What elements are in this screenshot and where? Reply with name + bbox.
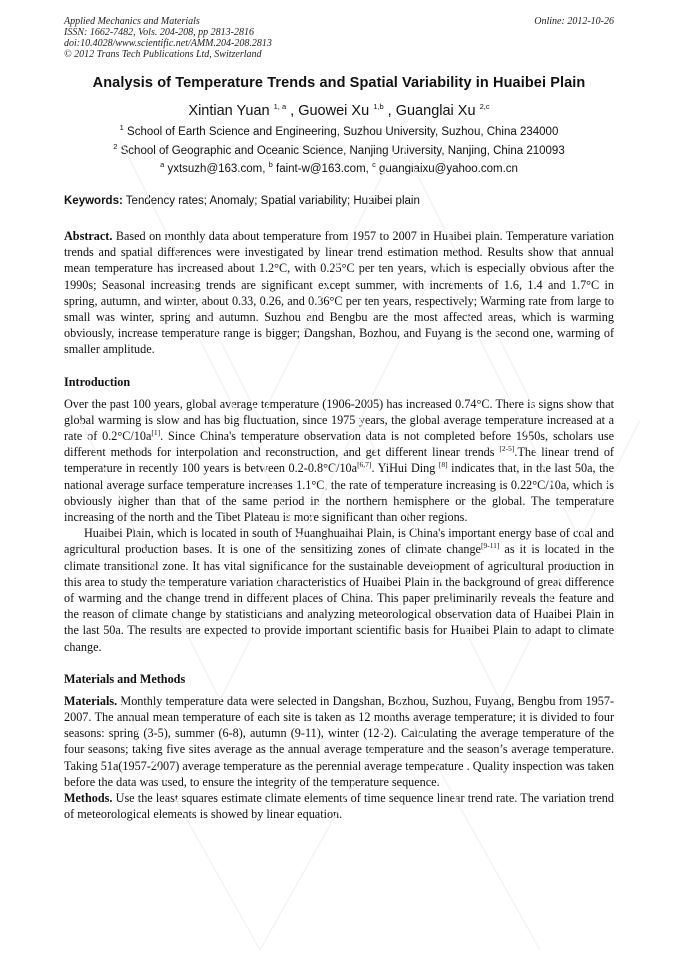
affiliation-superscript: 1: [119, 123, 124, 133]
email-superscript: b: [268, 160, 273, 170]
online-date: Online: 2012-10-26: [534, 16, 614, 27]
citation[interactable]: [8]: [438, 460, 448, 470]
author-name: Guowei Xu: [298, 103, 370, 119]
citation[interactable]: [2-5]: [499, 444, 515, 454]
journal-header: [64, 16, 614, 60]
citation[interactable]: [1]: [151, 427, 161, 437]
intro-text: . Since China's temperature observation data is not completed before 1950s, scholars use different methods for interpolation and reconstruction, and get different linear trends: [64, 429, 614, 460]
affiliation-text: School of Earth Science and Engineering, Suzhou University, Suzhou, China 234000: [127, 126, 559, 138]
author-superscript: 1, a: [273, 102, 287, 112]
journal-name: Applied Mechanics and Materials: [64, 16, 200, 27]
author-list: [64, 103, 614, 119]
methods-label: Methods.: [64, 791, 113, 806]
section-heading-introduction: Introduction: [64, 374, 131, 389]
materials-label: Materials.: [64, 693, 118, 708]
issn-line: ISSN: 1662-7482, Vols. 204-208, pp 2813-2816: [64, 27, 254, 38]
affiliation-text: School of Geographic and Oceanic Science, Nanjing University, Nanjing, China 210093: [120, 145, 565, 157]
email-list: [64, 160, 614, 175]
email-superscript: c: [372, 160, 376, 170]
intro-text: . YiHui Ding: [371, 461, 439, 476]
author-separator: ,: [290, 103, 299, 119]
affiliation-2: [64, 142, 614, 157]
intro-paragraph-1: [64, 396, 614, 526]
section-heading-materials-methods: Materials and Methods: [64, 671, 186, 686]
author-name: Guanglai Xu: [395, 103, 476, 119]
email-link[interactable]: guanglaixu@yahoo.com.cn: [379, 163, 518, 175]
citation[interactable]: [6,7]: [357, 460, 372, 470]
abstract-label: Abstract.: [64, 229, 113, 243]
abstract: [64, 228, 614, 358]
intro-text: Huaibei Plain, which is located in south of Huanghuaihai Plain, is China's important energy base of coal and agricultural production bases. It is one of the sensitizing zones of climate change: [64, 526, 614, 557]
keywords-label: Keywords:: [64, 195, 123, 207]
affiliation-superscript: 2: [113, 142, 118, 152]
paper-title: Analysis of Temperature Trends and Spatial Variability in Huaibei Plain: [92, 75, 586, 91]
email-superscript: a: [160, 160, 165, 170]
methods-paragraph: [64, 790, 614, 822]
keywords: [64, 195, 614, 207]
copyright-line: © 2012 Trans Tech Publications Ltd, Switzerland: [64, 49, 262, 60]
intro-text: .The linear trend of temperature in recently 100 years is between 0.2-0.8°C/10a: [64, 445, 614, 476]
materials-text: Monthly temperature data were selected in Dangshan, Bozhou, Suzhou, Fuyang, Bengbu from 1957-2007. The annual mean temperature of each site is taken as 12 months average temperature; it is divided to four seasons: spring (3-5), summer (6-8), autumn (9-11), winter (12-2). Calculating the average temperature of the four seasons; taking five sites average as the annual average temperature and the season’s average temperature. Taking 51a(1957-2007) average temperature as the perennial average temperature . Quality inspection was taken before the data was used, to ensure the integrity of the temperature sequence.: [64, 693, 614, 789]
methods-text: Use the least squares estimate climate elements of time sequence linear trend rate. The variation trend of meteorological elements is showed by linear equation.: [64, 791, 614, 822]
author-superscript: 1,b: [373, 102, 384, 112]
citation[interactable]: [9-11]: [480, 541, 500, 551]
author-superscript: 2,c: [479, 102, 490, 112]
keywords-text: Tendency rates; Anomaly; Spatial variability; Huaibei plain: [125, 195, 420, 207]
abstract-text: Based on monthly data about temperature from 1957 to 2007 in Huaibei plain. Temperature variation trends and spatial differences were investigated by linear trend estimation method. Results show that annual mean temperature has increased about 1.2°C, with 0.25°C per ten years, which is especially obvious after the 1990s; Seasonal increasing trends are significant except summer, with increments of 1.6, 1.4 and 1.7°C in spring, autumn, and winter, about 0.33, 0.26, and 0.36°C per ten years, respectively; Warming rate from large to small was winter, spring and autumn. Suzhou and Bengbu are the most affected areas, which is warming obviously, increase temperature range is bigger; Dangshan, Bozhou, and Fuyang is the second one, warming of smaller amplitude.: [64, 229, 615, 357]
email-link[interactable]: faint-w@163.com,: [276, 163, 369, 175]
intro-text: indicates that, in the last 50a, the national average surface temperature increases 1.1°C, the rate of temperature increasing is 0.22°C/10a, which is obviously higher than that of the same period in the northern hemisphere or the global. The temperature increasing of the north and the Tibet Plateau is more significant than other regions.: [64, 461, 614, 525]
doi-line[interactable]: doi:10.4028/www.scientific.net/AMM.204-208.2813: [64, 38, 272, 49]
email-link[interactable]: yxtsuzh@163.com,: [167, 163, 266, 175]
intro-text: Over the past 100 years, global average temperature (1906-2005) has increased 0.74°C. There is signs show that global warming is slow and has big fluctuation, since 1975 years, the global average temperature increased at a rate of 0.2°C/10a: [64, 396, 614, 444]
author-name: Xintian Yuan: [188, 103, 270, 119]
intro-text: as it is located in the climate transitional zone. It has vital significance for the sustainable development of agricultural production in this area to study the temperature variation characteristics of Huaibei Plain in the background of great difference of warming and the change trend in different places of China. This paper preliminarily reveals the feature and the reason of climate change by statisticians and analyzing meteorological observation data of Huaibei Plain in the last 50a. The results are expected to provide important scientific basis for Huaibei Plain to adapt to climate change.: [64, 542, 614, 654]
materials-paragraph: [64, 693, 614, 790]
intro-paragraph-2: [64, 525, 614, 655]
affiliation-1: [64, 123, 614, 138]
author-separator: ,: [387, 103, 396, 119]
